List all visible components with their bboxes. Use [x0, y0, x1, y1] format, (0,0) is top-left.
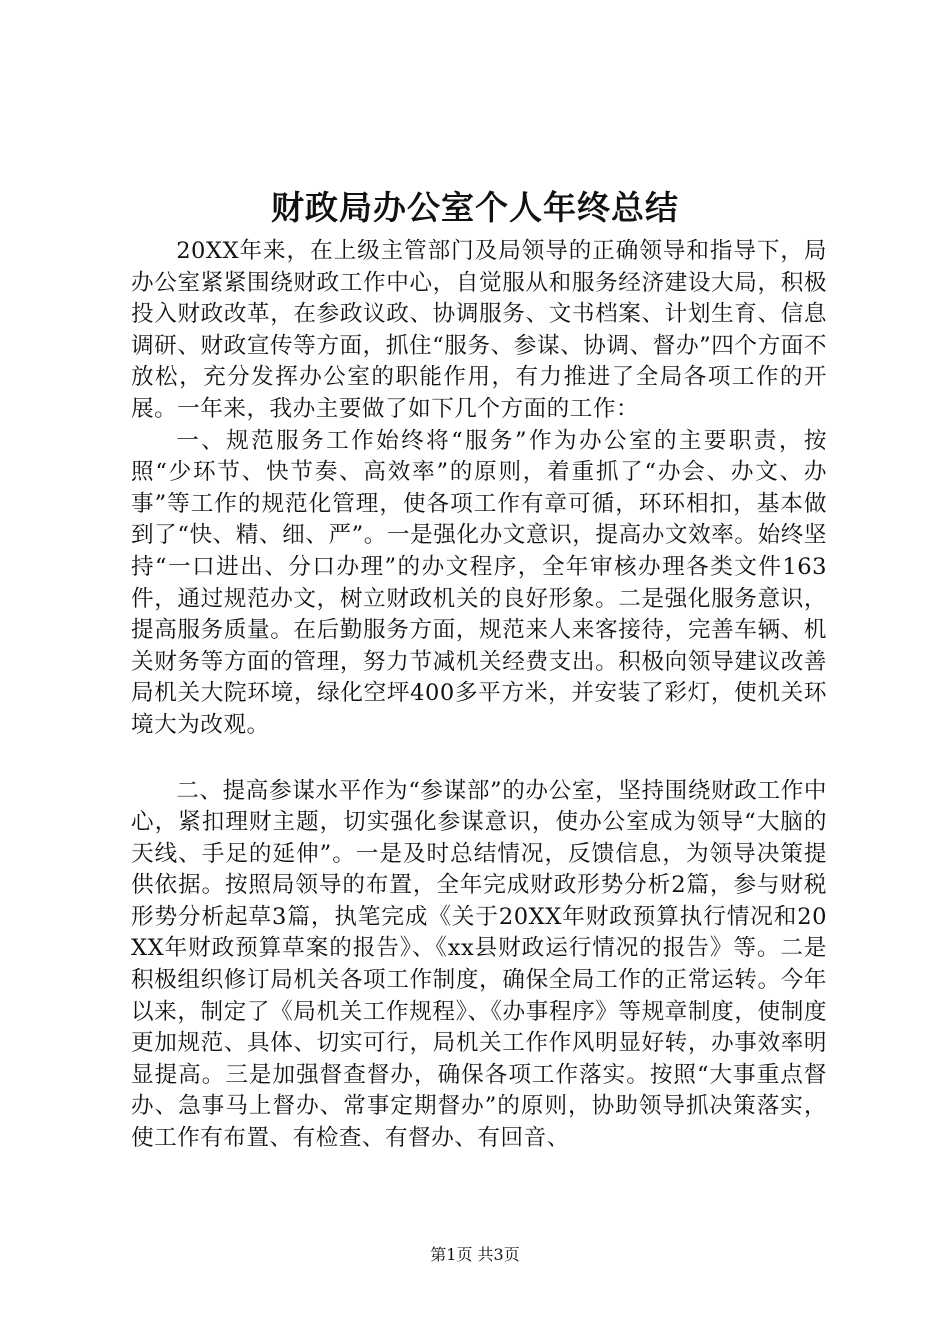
paragraph-section-2: 二、提高参谋水平作为“参谋部”的办公室，坚持围绕财政工作中心，紧扣理财主题，切实强化参谋意识，使办公室成为领导“大脑的天线、手足的延伸”。一是及时总结情况，反馈信息，为领导决策提供依据。按照局领导的布置，全年完成财政形势分析2篇，参与财税形势分析起草3篇，执笔完成《关于20XX年财政预算执行情况和20XX年财政预算草案的报告》、《xx县财政运行情况的报告》等。二是积极组织修订局机关各项工作制度，确保全局工作的正常运转。今年以来，制定了《局机关工作规程》、《办事程序》等规章制度，使制度更加规范、具体、切实可行，局机关工作作风明显好转，办事效率明显提高。三是加强督查督办，确保各项工作落实。按照“大事重点督办、急事马上督办、常事定期督办”的原则，协助领导抓决策落实，使工作有布置、有检查、有督办、有回音、: [131, 777, 827, 1152]
paragraph-intro: 20XX年来，在上级主管部门及局领导的正确领导和指导下，局办公室紧紧围绕财政工作中心，自觉服从和服务经济建设大局，积极投入财政改革，在参政议政、协调服务、文书档案、计划生育、信息调研、财政宣传等方面，抓住“服务、参谋、协调、督办”四个方面不放松，充分发挥办公室的职能作用，有力推进了全局各项工作的开展。一年来，我办主要做了如下几个方面的工作：: [131, 238, 827, 422]
page-number-footer: 第1页 共3页: [430, 1245, 520, 1264]
document-body: [131, 236, 827, 1155]
paragraph-section-1: 一、规范服务工作始终将“服务”作为办公室的主要职责，按照“少环节、快节奏、高效率”的原则，着重抓了“办会、办文、办事”等工作的规范化管理，使各项工作有章可循，环环相扣，基本做到了“快、精、细、严”。一是强化办文意识，提高办文效率。始终坚持“一口进出、分口办理”的办文程序，全年审核办理各类文件163件，通过规范办文，树立财政机关的良好形象。二是强化服务意识，提高服务质量。在后勤服务方面，规范来人来客接待，完善车辆、机关财务等方面的管理，努力节减机关经费支出。积极向领导建议改善局机关大院环境，绿化空坪400多平方米，并安装了彩灯，使机关环境大为改观。: [131, 427, 827, 738]
page-title: 财政局办公室个人年终总结: [271, 188, 679, 227]
